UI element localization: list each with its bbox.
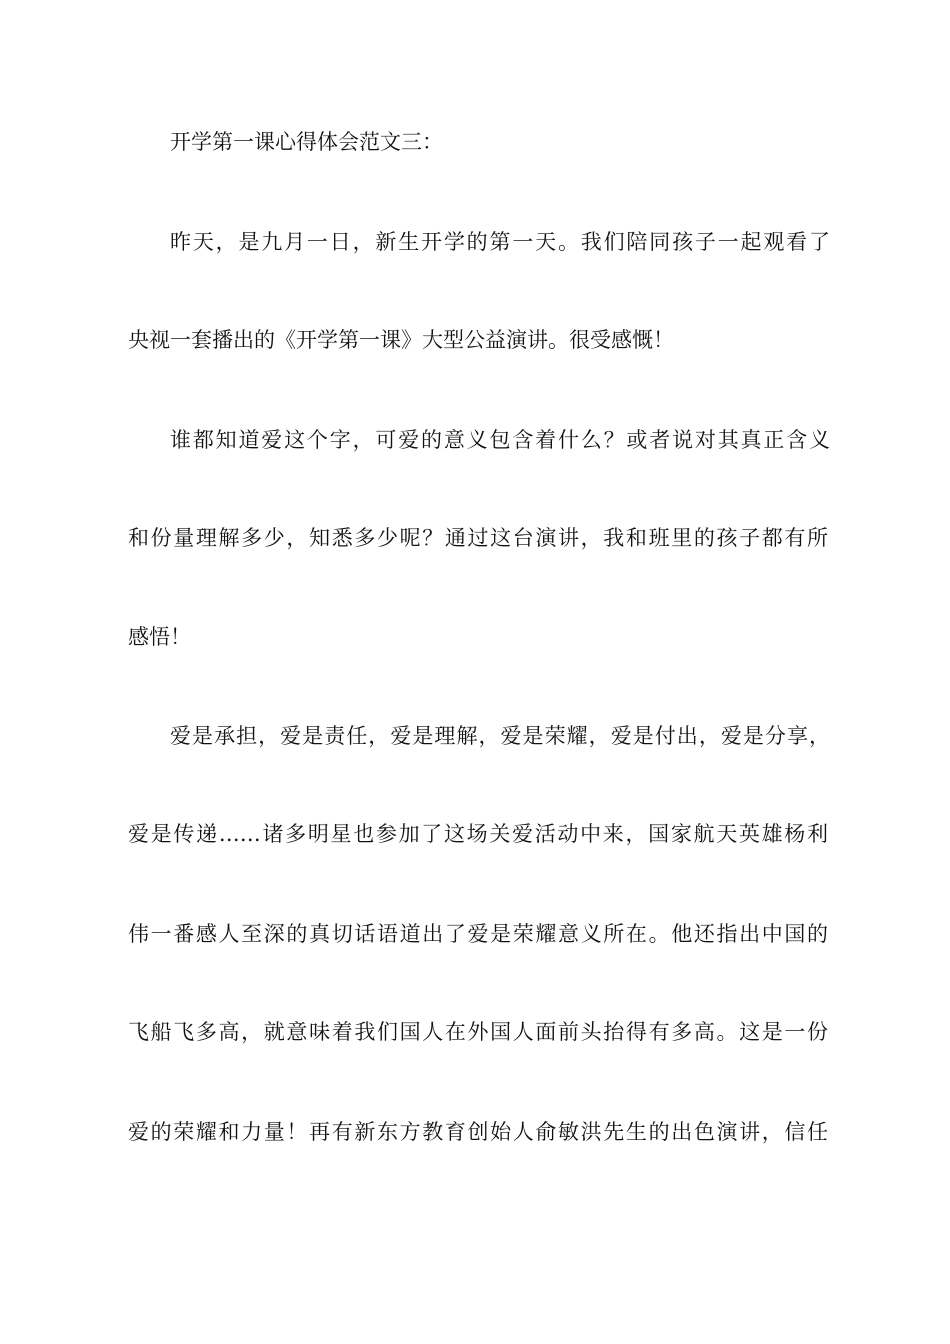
paragraph-line: 伟一番感人至深的真切话语道出了爱是荣耀意义所在。他还指出中国的 (128, 922, 828, 946)
paragraph-line: 爱是承担，爱是责任，爱是理解，爱是荣耀，爱是付出，爱是分享， (170, 724, 830, 748)
paragraph-line: 谁都知道爱这个字，可爱的意义包含着什么？或者说对其真正含义 (170, 428, 830, 452)
paragraph-line: 感悟！ (128, 625, 191, 649)
paragraph-line: 昨天，是九月一日，新生开学的第一天。我们陪同孩子一起观看了 (170, 230, 830, 254)
paragraph-line: 飞船飞多高，就意味着我们国人在外国人面前头抬得有多高。这是一份 (128, 1020, 828, 1044)
paragraph-line: 爱是传递……诸多明星也参加了这场关爱活动中来，国家航天英雄杨利 (128, 822, 828, 846)
paragraph-line: 和份量理解多少，知悉多少呢？通过这台演讲，我和班里的孩子都有所 (128, 526, 828, 550)
section-heading: 开学第一课心得体会范文三： (170, 130, 443, 154)
paragraph-line: 爱的荣耀和力量！再有新东方教育创始人俞敏洪先生的出色演讲，信任 (128, 1120, 828, 1144)
paragraph-line: 央视一套播出的《开学第一课》大型公益演讲。很受感慨！ (128, 328, 674, 352)
